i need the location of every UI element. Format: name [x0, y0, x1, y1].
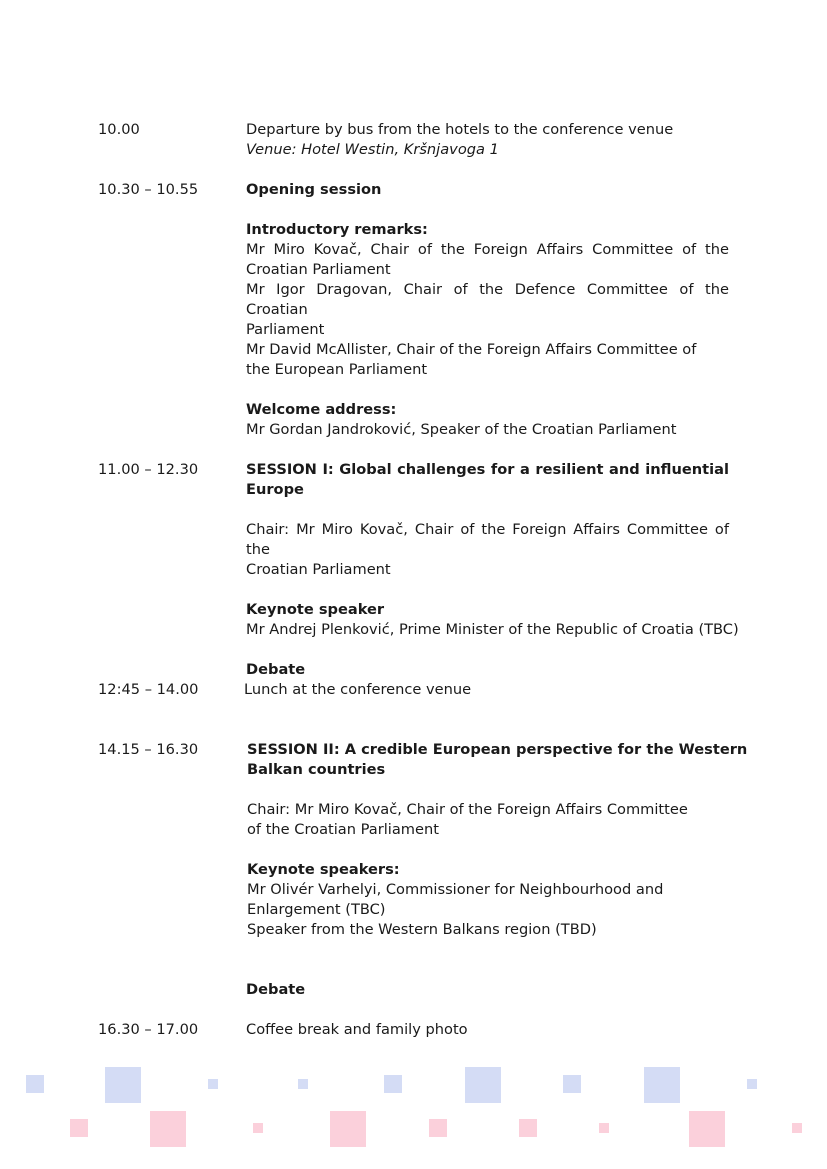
session-title: Europe	[246, 481, 304, 498]
agenda-content	[244, 680, 727, 700]
agenda-content	[246, 460, 739, 680]
decor-square-blue	[26, 1075, 44, 1093]
decor-square-blue	[208, 1079, 218, 1089]
agenda-content	[247, 740, 748, 940]
session-title: SESSION II: A credible European perspective for the Western	[247, 741, 748, 758]
agenda-content	[246, 120, 729, 160]
decor-square-pink	[689, 1111, 725, 1147]
welcome-heading: Welcome address:	[246, 401, 397, 418]
keynote-line: Enlargement (TBC)	[247, 901, 386, 918]
keynote-heading: Keynote speakers:	[247, 861, 400, 878]
agenda-description: Departure by bus from the hotels to the conference venue	[246, 121, 674, 138]
decor-square-pink	[150, 1111, 186, 1147]
decor-square-pink	[519, 1119, 537, 1137]
debate-label: Debate	[246, 661, 306, 678]
decor-square-pink	[70, 1119, 88, 1137]
agenda-time: 10.30 – 10.55	[98, 181, 199, 198]
debate-label: Debate	[246, 981, 306, 998]
decor-square-blue	[465, 1067, 501, 1103]
intro-line: the European Parliament	[246, 361, 428, 378]
agenda-time: 12:45 – 14.00	[98, 681, 199, 698]
welcome-line: Mr Gordan Jandroković, Speaker of the Croatian Parliament	[246, 421, 677, 438]
intro-line: Croatian Parliament	[246, 261, 391, 278]
intro-line: Parliament	[246, 321, 325, 338]
decor-square-blue	[747, 1079, 757, 1089]
keynote-heading: Keynote speaker	[246, 601, 385, 618]
agenda-content	[246, 980, 729, 1000]
chair-line: Chair: Mr Miro Kovač, Chair of the Foreign Affairs Committee of the	[246, 521, 729, 558]
agenda-content	[246, 180, 729, 440]
chair-line: of the Croatian Parliament	[247, 821, 439, 838]
agenda-description: Lunch at the conference venue	[244, 681, 472, 698]
intro-line: Mr David McAllister, Chair of the Foreign Affairs Committee of	[246, 341, 697, 358]
agenda-description: Coffee break and family photo	[246, 1021, 468, 1038]
keynote-line: Mr Olivér Varhelyi, Commissioner for Neighbourhood and	[247, 881, 664, 898]
session-title: SESSION I: Global challenges for a resilient and influential	[246, 461, 729, 478]
venue-text: : Hotel Westin, Kršnjavoga 1	[291, 141, 499, 158]
agenda-time: 16.30 – 17.00	[98, 1021, 199, 1038]
agenda-time: 14.15 – 16.30	[98, 741, 199, 758]
decor-square-blue	[298, 1079, 308, 1089]
session-title: Balkan countries	[247, 761, 386, 778]
decor-square-pink	[599, 1123, 609, 1133]
intro-line: Mr Miro Kovač, Chair of the Foreign Affairs Committee of the	[246, 241, 729, 258]
intro-heading: Introductory remarks:	[246, 221, 428, 238]
decor-square-blue	[563, 1075, 581, 1093]
venue-label: Venue	[246, 141, 292, 158]
agenda-time: 10.00	[98, 121, 140, 138]
decor-square-blue	[384, 1075, 402, 1093]
decor-square-pink	[253, 1123, 263, 1133]
venue-line	[246, 140, 729, 160]
keynote-line: Mr Andrej Plenković, Prime Minister of the Republic of Croatia (TBC)	[246, 621, 739, 638]
keynote-line: Speaker from the Western Balkans region (TBD)	[247, 921, 597, 938]
agenda-time: 11.00 – 12.30	[98, 461, 199, 478]
intro-line: Mr Igor Dragovan, Chair of the Defence Committee of the Croatian	[246, 281, 729, 318]
chair-line: Croatian Parliament	[246, 561, 391, 578]
decor-square-pink	[330, 1111, 366, 1147]
session-title: Opening session	[246, 181, 382, 198]
decor-square-pink	[792, 1123, 802, 1133]
decor-square-blue	[644, 1067, 680, 1103]
decor-square-blue	[105, 1067, 141, 1103]
chair-line: Chair: Mr Miro Kovač, Chair of the Foreign Affairs Committee	[247, 801, 688, 818]
decor-square-pink	[429, 1119, 447, 1137]
agenda-content	[246, 1020, 729, 1040]
